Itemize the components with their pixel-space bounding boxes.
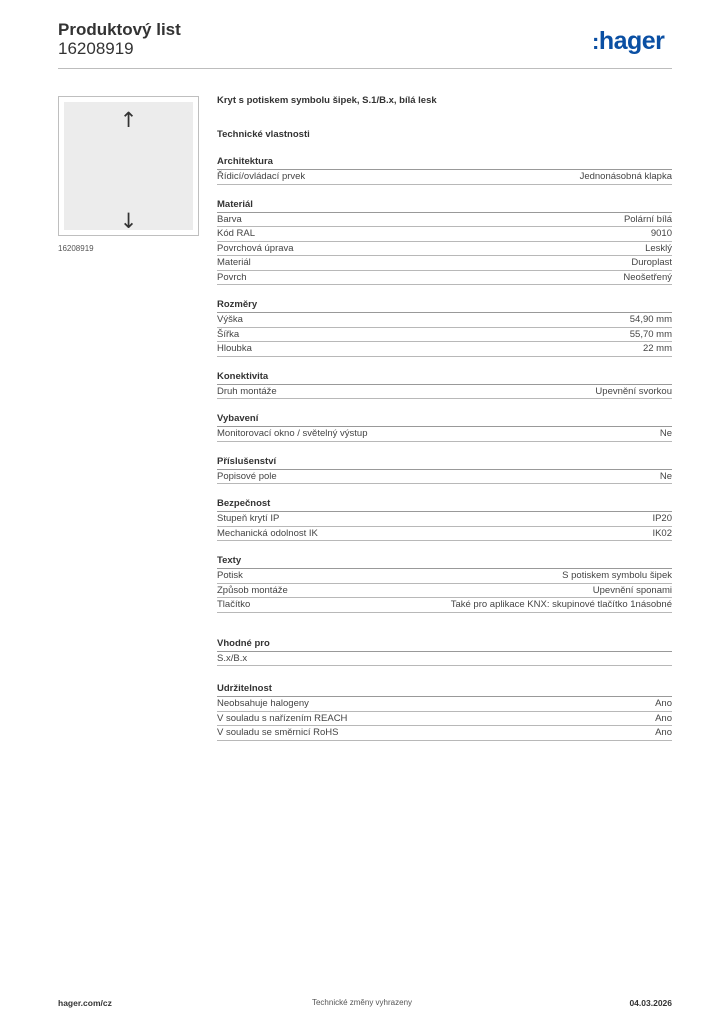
spec-row [217, 427, 672, 442]
footer-date: 04.03.2026 [629, 998, 672, 1008]
product-image-frame [58, 96, 199, 236]
spec-value: Ne [659, 428, 672, 439]
spec-value: 9010 [650, 228, 672, 239]
spec-value: Polární bílá [623, 213, 672, 225]
spec-value: Ano [655, 698, 672, 709]
spec-label: Tlačítko [217, 599, 251, 610]
spec-label: V souladu se směrnicí RoHS [217, 727, 339, 738]
arrow-up-icon: ↑ [119, 108, 138, 132]
section-equipment [217, 412, 672, 442]
spec-row [217, 385, 672, 400]
spec-row [217, 712, 672, 727]
logo-text: hager [598, 27, 665, 55]
spec-row [217, 726, 672, 741]
spec-label: Řídicí/ovládací prvek [217, 171, 306, 182]
spec-value: Upevnění sponami [592, 584, 672, 596]
section-architecture [217, 155, 672, 185]
spec-label: Způsob montáže [217, 584, 288, 596]
spec-row [217, 697, 672, 712]
spec-value: Ne [659, 470, 672, 482]
spec-value: Také pro aplikace KNX: skupinové tlačítko 1násobné [450, 599, 672, 610]
hager-logo[interactable] [592, 27, 664, 56]
section-safety [217, 497, 672, 541]
spec-row [217, 213, 672, 228]
spec-row [217, 256, 672, 271]
spec-label: Mechanická odolnost IK [217, 527, 318, 539]
spec-row [217, 569, 672, 584]
spec-value: S potiskem symbolu šipek [562, 570, 672, 581]
section-title: Bezpečnost [217, 497, 672, 512]
spec-value: 22 mm [642, 343, 672, 354]
spec-label: Barva [217, 213, 242, 225]
spec-value: 55,70 mm [629, 328, 672, 340]
spec-label: Hloubka [217, 343, 252, 354]
footer-website-link[interactable]: hager.com/cz [58, 998, 112, 1008]
spec-label: Šířka [217, 328, 240, 340]
header-divider [58, 68, 672, 69]
spec-label: S.x/B.x [217, 652, 248, 664]
spec-row [217, 170, 672, 185]
section-suitable-for [217, 637, 672, 667]
spec-label: Neobsahuje halogeny [217, 698, 309, 709]
spec-value: IP20 [652, 513, 672, 524]
spec-label: Povrchová úprava [217, 242, 294, 254]
section-title: Konektivita [217, 370, 672, 385]
section-sustainability [217, 682, 672, 741]
section-title: Vhodné pro [217, 637, 672, 652]
spec-value: Jednonásobná klapka [579, 171, 672, 182]
spec-value: 54,90 mm [629, 314, 672, 325]
spec-row [217, 328, 672, 343]
product-image [64, 102, 193, 233]
spec-value: Lesklý [645, 242, 672, 254]
spec-label: Povrch [217, 271, 247, 283]
spec-label: Materiál [217, 257, 251, 268]
spec-row [217, 313, 672, 328]
spec-row [217, 598, 672, 613]
section-title: Vybavení [217, 412, 672, 427]
spec-label: V souladu s nařízením REACH [217, 712, 348, 724]
section-title: Materiál [217, 198, 672, 213]
spec-row [217, 584, 672, 599]
spec-row [217, 242, 672, 257]
spec-label: Monitorovací okno / světelný výstup [217, 428, 368, 439]
section-material [217, 198, 672, 286]
spec-value: Ano [655, 727, 672, 738]
spec-value: IK02 [652, 527, 672, 539]
section-title: Příslušenství [217, 455, 672, 470]
spec-value: Ano [655, 712, 672, 724]
spec-row [217, 652, 672, 667]
spec-row [217, 512, 672, 527]
spec-label: Druh montáže [217, 385, 277, 397]
section-title: Texty [217, 554, 672, 569]
arrow-down-icon: ↓ [119, 209, 138, 233]
product-image-caption: 16208919 [58, 244, 94, 253]
product-title: Kryt s potiskem symbolu šipek, S.1/B.x, bílá lesk [217, 95, 437, 106]
spec-row [217, 470, 672, 485]
spec-row [217, 342, 672, 357]
spec-label: Popisové pole [217, 470, 277, 482]
spec-label: Potisk [217, 570, 243, 581]
spec-value: Neošetřený [623, 271, 672, 283]
technical-properties-heading: Technické vlastnosti [217, 129, 310, 140]
product-code: 16208919 [58, 39, 134, 58]
spec-value: Duroplast [631, 257, 672, 268]
section-title: Rozměry [217, 298, 672, 313]
section-accessories [217, 455, 672, 485]
spec-label: Výška [217, 314, 243, 325]
spec-row [217, 527, 672, 542]
footer-disclaimer: Technické změny vyhrazeny [311, 998, 413, 1007]
section-dimensions [217, 298, 672, 357]
spec-label: Stupeň krytí IP [217, 513, 280, 524]
spec-label: Kód RAL [217, 228, 256, 239]
spec-value: Upevnění svorkou [595, 385, 672, 397]
section-title: Udržitelnost [217, 682, 672, 697]
main-content [217, 94, 672, 741]
header-title: Produktový list [58, 20, 181, 39]
section-texts [217, 554, 672, 613]
section-connectivity [217, 370, 672, 400]
spec-row [217, 271, 672, 286]
section-title: Architektura [217, 155, 672, 170]
logo-colon: : [592, 29, 599, 54]
spec-row [217, 227, 672, 242]
